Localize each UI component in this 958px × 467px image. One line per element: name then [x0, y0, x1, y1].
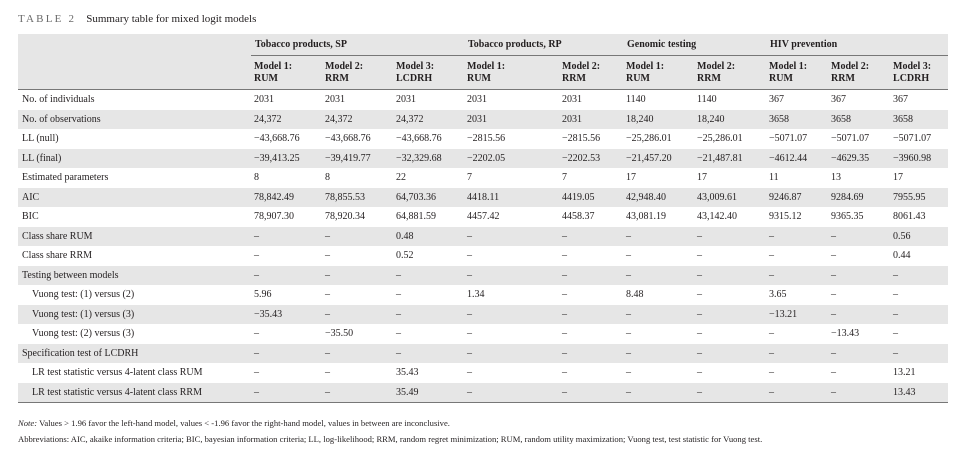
- model-number: Model 3:: [396, 60, 435, 72]
- table-cell: 18,240: [694, 110, 766, 130]
- model-number: Model 2:: [697, 60, 736, 72]
- table-cell: 0.44: [893, 250, 911, 262]
- table-cell: –: [890, 266, 948, 286]
- table-cell: 7: [467, 172, 473, 184]
- table-cell: –: [694, 383, 766, 403]
- table-cell: –: [626, 367, 632, 379]
- model-header: [322, 56, 393, 90]
- table-cell: 2031: [559, 110, 623, 130]
- table-cell: –: [831, 367, 837, 379]
- model-type: RUM: [254, 72, 278, 84]
- row-label: Vuong test: (1) versus (3): [18, 305, 251, 325]
- model-header: [393, 56, 464, 90]
- model-number: Model 2:: [831, 60, 870, 72]
- table-cell: 2031: [562, 94, 583, 106]
- table-row: [18, 207, 948, 227]
- table-cell: –: [893, 289, 899, 301]
- model-header-row: [18, 56, 948, 90]
- table-cell: 2031: [467, 94, 488, 106]
- table-cell: 35.43: [396, 367, 419, 379]
- table-cell: −43,668.76: [325, 133, 371, 145]
- table-cell: –: [254, 250, 259, 262]
- table-cell: –: [828, 383, 890, 403]
- table-row: [18, 129, 948, 149]
- table-cell: 24,372: [393, 110, 464, 130]
- model-number: Model 1:: [467, 60, 506, 72]
- table-cell: 17: [893, 172, 904, 184]
- table-cell: 18,240: [623, 110, 694, 130]
- model-number: Model 2:: [325, 60, 364, 72]
- table-cell: –: [694, 344, 766, 364]
- table-cell: –: [393, 266, 464, 286]
- table-cell: –: [766, 344, 828, 364]
- table-cell: 35.49: [393, 383, 464, 403]
- table-cell: –: [251, 266, 322, 286]
- table-cell: 5.96: [254, 289, 272, 301]
- table-cell: −43,668.76: [396, 133, 442, 145]
- table-cell: −32,329.68: [393, 149, 464, 169]
- table-cell: −43,668.76: [254, 133, 300, 145]
- model-type: RRM: [562, 72, 586, 84]
- table-cell: −39,419.77: [322, 149, 393, 169]
- table-cell: –: [559, 266, 623, 286]
- table-cell: 3.65: [769, 289, 787, 301]
- model-number: Model 2:: [562, 60, 601, 72]
- table-cell: –: [559, 344, 623, 364]
- table-row: [18, 266, 948, 286]
- table-cell: –: [766, 266, 828, 286]
- table-cell: −3960.98: [890, 149, 948, 169]
- table-row: [18, 227, 948, 247]
- table-cell: 3658: [890, 110, 948, 130]
- table-cell: –: [828, 266, 890, 286]
- table-cell: –: [626, 250, 632, 262]
- row-label: Estimated parameters: [22, 172, 109, 184]
- row-label: Testing between models: [18, 266, 251, 286]
- table-cell: −13.43: [831, 328, 860, 340]
- table-cell: −13.21: [766, 305, 828, 325]
- table-notes: [18, 415, 948, 447]
- table-cell: 1140: [626, 94, 646, 106]
- row-label: Vuong test: (2) versus (3): [32, 328, 135, 340]
- table-cell: −4612.44: [766, 149, 828, 169]
- table-cell: –: [325, 367, 330, 379]
- group-header-tobacco-sp: Tobacco products, SP: [251, 34, 464, 56]
- table-cell: −4629.35: [828, 149, 890, 169]
- table-row: [18, 110, 948, 130]
- model-header: [623, 56, 694, 90]
- table-cell: –: [623, 383, 694, 403]
- model-number: Model 1:: [254, 60, 293, 72]
- table-cell: 17: [626, 172, 637, 184]
- table-cell: 7955.95: [890, 188, 948, 208]
- table-row: [18, 383, 948, 403]
- group-header-tobacco-rp: Tobacco products, RP: [464, 34, 623, 56]
- table-cell: –: [831, 289, 837, 301]
- table-cell: −21,487.81: [694, 149, 766, 169]
- table-cell: –: [464, 383, 559, 403]
- note-label: Note:: [18, 418, 38, 428]
- table-row: [18, 90, 948, 110]
- table-cell: 3658: [766, 110, 828, 130]
- table-cell: –: [626, 328, 632, 340]
- table-cell: 11: [769, 172, 779, 184]
- table-cell: 24,372: [322, 110, 393, 130]
- abbreviations-line: Abbreviations: AIC, akaike information criteria; BIC, bayesian information criteria; LL, log-likelihood; RRM, random regret minimization; RUM, random utility maximization; Vuong test, test statistic for Vuong test.: [18, 434, 763, 444]
- group-header-row: [18, 34, 948, 56]
- table-cell: –: [322, 305, 393, 325]
- table-cell: 0.56: [890, 227, 948, 247]
- table-cell: –: [893, 328, 899, 340]
- model-header: [559, 56, 623, 90]
- table-cell: –: [322, 344, 393, 364]
- table-cell: −35.43: [251, 305, 322, 325]
- table-cell: 78,855.53: [322, 188, 393, 208]
- table-cell: –: [828, 227, 890, 247]
- table-cell: –: [697, 289, 703, 301]
- table-cell: –: [623, 305, 694, 325]
- note-text: Values > 1.96 favor the left-hand model, values < -1.96 favor the right-hand model, values in between are inconclusive.: [37, 418, 450, 428]
- table-cell: –: [697, 367, 703, 379]
- row-label: LR test statistic versus 4-latent class RRM: [18, 383, 251, 403]
- table-cell: –: [769, 250, 775, 262]
- table-cell: 367: [893, 94, 909, 106]
- table-cell: –: [559, 383, 623, 403]
- table-cell: −5071.07: [831, 133, 870, 145]
- table-cell: –: [559, 305, 623, 325]
- table-cell: 9284.69: [828, 188, 890, 208]
- table-row: [18, 168, 948, 188]
- model-header: [890, 56, 948, 90]
- table-cell: 17: [697, 172, 708, 184]
- model-type: LCDRH: [893, 72, 930, 84]
- table-cell: –: [766, 227, 828, 247]
- table-cell: 8: [325, 172, 330, 184]
- table-title: Summary table for mixed logit models: [86, 13, 257, 25]
- row-label: No. of individuals: [22, 94, 95, 106]
- table-cell: 1.34: [467, 289, 485, 301]
- table-cell: 78,907.30: [254, 211, 294, 223]
- table-cell: 3658: [828, 110, 890, 130]
- row-label: LR test statistic versus 4-latent class RUM: [32, 367, 203, 379]
- model-type: LCDRH: [396, 72, 433, 84]
- table-cell: 4419.05: [559, 188, 623, 208]
- table-cell: –: [325, 250, 330, 262]
- table-cell: 9315.12: [769, 211, 802, 223]
- table-cell: –: [828, 344, 890, 364]
- group-header-hiv: HIV prevention: [766, 34, 948, 56]
- table-cell: 22: [396, 172, 406, 184]
- table-cell: −5071.07: [893, 133, 932, 145]
- summary-table: [18, 34, 948, 403]
- table-row: [18, 363, 948, 383]
- table-cell: –: [396, 289, 401, 301]
- table-cell: 78,920.34: [325, 211, 365, 223]
- row-label: AIC: [18, 188, 251, 208]
- table-cell: –: [828, 305, 890, 325]
- note-line: [18, 415, 948, 431]
- table-cell: –: [623, 344, 694, 364]
- row-label: LL (null): [22, 133, 59, 145]
- table-cell: –: [697, 328, 703, 340]
- table-cell: –: [890, 344, 948, 364]
- table-cell: 43,081.19: [626, 211, 667, 223]
- model-type: RUM: [467, 72, 491, 84]
- table-cell: –: [467, 250, 473, 262]
- model-header: [464, 56, 559, 90]
- table-cell: 2031: [396, 94, 416, 106]
- table-label: TABLE 2: [18, 13, 77, 25]
- model-type: RUM: [769, 72, 793, 84]
- table-cell: 2031: [325, 94, 345, 106]
- table-cell: –: [467, 367, 473, 379]
- model-header: [694, 56, 766, 90]
- table-cell: –: [562, 250, 568, 262]
- model-type: RUM: [626, 72, 650, 84]
- row-label: Vuong test: (1) versus (2): [32, 289, 135, 301]
- table-cell: −2815.56: [467, 133, 506, 145]
- table-cell: –: [562, 367, 568, 379]
- stub-header-blank: [18, 56, 251, 90]
- table-cell: −2202.05: [464, 149, 559, 169]
- row-label: Class share RRM: [22, 250, 92, 262]
- table-cell: 0.52: [396, 250, 414, 262]
- model-number: Model 1:: [626, 60, 665, 72]
- table-cell: –: [890, 305, 948, 325]
- table-cell: –: [251, 383, 322, 403]
- table-row: [18, 324, 948, 344]
- table-cell: –: [623, 227, 694, 247]
- row-label: Specification test of LCDRH: [18, 344, 251, 364]
- table-cell: –: [254, 367, 259, 379]
- model-header: [251, 56, 322, 90]
- table-cell: 0.48: [393, 227, 464, 247]
- row-label: No. of observations: [18, 110, 251, 130]
- table-cell: 9246.87: [766, 188, 828, 208]
- table-cell: 43,142.40: [697, 211, 738, 223]
- table-cell: 2031: [464, 110, 559, 130]
- table-caption: [18, 13, 256, 25]
- table-cell: –: [322, 383, 393, 403]
- table-cell: –: [766, 383, 828, 403]
- table-cell: 13: [831, 172, 842, 184]
- table-cell: –: [396, 328, 401, 340]
- table-cell: –: [464, 305, 559, 325]
- table-cell: 43,009.61: [694, 188, 766, 208]
- table-cell: −5071.07: [769, 133, 808, 145]
- table-cell: –: [464, 344, 559, 364]
- table-cell: 64,881.59: [396, 211, 436, 223]
- stub-header: [18, 34, 251, 56]
- table-cell: −25,286.01: [626, 133, 672, 145]
- model-type: RRM: [325, 72, 349, 84]
- table-cell: 7: [562, 172, 568, 184]
- table-cell: 4418.11: [464, 188, 559, 208]
- table-row: [18, 285, 948, 305]
- table-cell: 367: [831, 94, 847, 106]
- table-cell: –: [623, 266, 694, 286]
- model-number: Model 3:: [893, 60, 932, 72]
- table-row: [18, 305, 948, 325]
- table-cell: 9365.35: [831, 211, 864, 223]
- table-cell: –: [694, 266, 766, 286]
- table-cell: –: [251, 344, 322, 364]
- row-label: Class share RUM: [18, 227, 251, 247]
- table-cell: −2202.53: [559, 149, 623, 169]
- table-cell: –: [464, 266, 559, 286]
- table-body: [18, 34, 948, 403]
- table-row: [18, 344, 948, 364]
- table-cell: –: [694, 305, 766, 325]
- table-cell: 1140: [697, 94, 717, 106]
- table-cell: –: [562, 289, 568, 301]
- table-cell: –: [697, 250, 703, 262]
- table-cell: 13.43: [890, 383, 948, 403]
- table-cell: 13.21: [893, 367, 916, 379]
- table-cell: 8: [254, 172, 259, 184]
- table-cell: –: [393, 305, 464, 325]
- table-cell: 64,703.36: [393, 188, 464, 208]
- table-cell: –: [464, 227, 559, 247]
- table-cell: −39,413.25: [251, 149, 322, 169]
- table-cell: 4458.37: [562, 211, 595, 223]
- group-header-genomic: Genomic testing: [623, 34, 766, 56]
- table-cell: −25,286.01: [697, 133, 743, 145]
- model-header: [828, 56, 890, 90]
- table-cell: –: [322, 227, 393, 247]
- table-row: [18, 149, 948, 169]
- table-cell: –: [769, 367, 775, 379]
- table-cell: 24,372: [251, 110, 322, 130]
- table-cell: −21,457.20: [623, 149, 694, 169]
- table-cell: 78,842.49: [251, 188, 322, 208]
- table-cell: –: [467, 328, 473, 340]
- table-cell: −2815.56: [562, 133, 601, 145]
- table-cell: –: [559, 227, 623, 247]
- table-cell: −35.50: [325, 328, 354, 340]
- table-cell: –: [562, 328, 568, 340]
- row-label: LL (final): [18, 149, 251, 169]
- table-cell: 4457.42: [467, 211, 500, 223]
- table-cell: 8061.43: [893, 211, 926, 223]
- table-cell: –: [325, 289, 330, 301]
- table-cell: –: [831, 250, 837, 262]
- model-header: [766, 56, 828, 90]
- table-cell: –: [769, 328, 775, 340]
- table-cell: –: [393, 344, 464, 364]
- table-cell: –: [694, 227, 766, 247]
- row-label: BIC: [22, 211, 39, 223]
- table-cell: –: [322, 266, 393, 286]
- table-cell: 367: [769, 94, 785, 106]
- table-cell: 2031: [254, 94, 274, 106]
- model-type: RRM: [831, 72, 855, 84]
- table-cell: 42,948.40: [623, 188, 694, 208]
- table-cell: 8.48: [626, 289, 644, 301]
- model-number: Model 1:: [769, 60, 808, 72]
- table-row: [18, 188, 948, 208]
- table-cell: –: [251, 227, 322, 247]
- table-row: [18, 246, 948, 266]
- table-cell: –: [254, 328, 259, 340]
- model-type: RRM: [697, 72, 721, 84]
